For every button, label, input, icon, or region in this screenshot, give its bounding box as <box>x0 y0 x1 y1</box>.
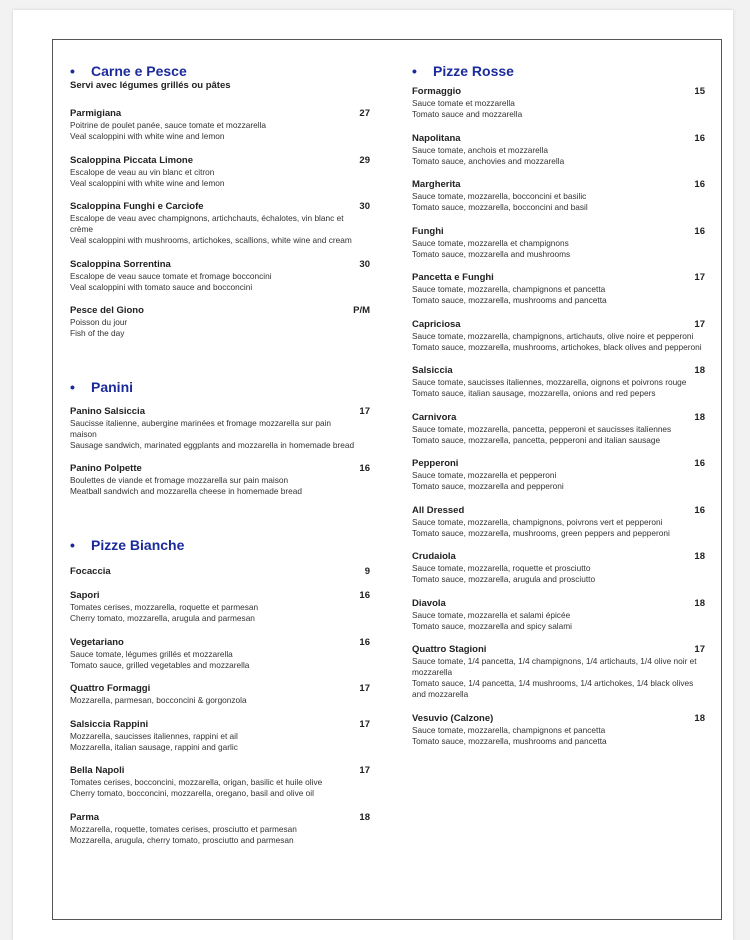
menu-item-description: Veal scaloppini with mushrooms, artichokes, scallions, white wine and cream <box>70 235 352 245</box>
menu-item-description: Mozzarella, italian sausage, rappini and garlic <box>70 741 238 752</box>
menu-item-description: Sauce tomate et mozzarella <box>412 98 515 108</box>
bullet-icon: • <box>70 536 75 553</box>
menu-item <box>70 305 370 339</box>
menu-item-price: 16 <box>694 458 705 469</box>
section-title-text: Pizze Bianche <box>91 536 185 553</box>
menu-item-price: 9 <box>364 565 370 577</box>
menu-item-header <box>412 226 705 238</box>
menu-item-description: Tomato sauce, mozzarella, pancetta, pepperoni and italian sausage <box>412 434 661 445</box>
section-carne-e-pesce <box>70 62 370 339</box>
menu-item-name: Panino Salsiccia <box>70 405 145 417</box>
menu-item-price: 15 <box>694 86 705 97</box>
menu-item-description: Mozzarella, saucisses italiennes, rappini et ail <box>70 730 238 741</box>
menu-item-description: Sauce tomate, mozzarella et salami épicée <box>412 609 571 620</box>
menu-item-name: Pepperoni <box>412 458 459 469</box>
menu-item-name: Parmigiana <box>70 108 122 119</box>
menu-item <box>412 133 705 167</box>
menu-item-price: 18 <box>359 811 370 823</box>
menu-item-description: Tomato sauce, mozzarella, mushrooms, green peppers and pepperoni <box>412 527 670 538</box>
section-subtitle: Servi avec légumes grillés ou pâtes <box>70 80 231 91</box>
menu-item-header <box>70 463 370 475</box>
menu-item-description: Mozzarella, roquette, tomates cerises, prosciutto et parmesan <box>70 823 297 834</box>
menu-item <box>412 86 705 120</box>
menu-item <box>412 412 705 446</box>
menu-item-name: Diavola <box>412 597 446 609</box>
menu-item-name: Pesce del Giono <box>70 305 144 316</box>
menu-item-description: Sauce tomate, mozzarella, roquette et prosciutto <box>412 563 591 573</box>
menu-item-price: 18 <box>694 551 705 562</box>
menu-item-description: Sauce tomate, mozzarella et champignons <box>412 237 569 248</box>
menu-item <box>70 590 370 624</box>
menu-item <box>70 155 370 189</box>
menu-item-name: All Dressed <box>412 504 465 516</box>
menu-item-name: Carnivora <box>412 411 457 423</box>
menu-item-description: Tomates cerises, bocconcini, mozzarella, origan, basilic et huile olive <box>70 777 323 787</box>
menu-item-name: Napolitana <box>412 132 461 144</box>
menu-item-name: Salsiccia <box>412 365 453 376</box>
menu-item-price: 18 <box>694 365 705 376</box>
menu-item-price: 17 <box>359 405 370 417</box>
bullet-icon: • <box>70 63 75 79</box>
menu-item-header <box>70 812 370 824</box>
menu-item <box>412 458 705 492</box>
section-pizze-bianche <box>70 536 370 846</box>
menu-item <box>70 463 370 497</box>
menu-item-name: Focaccia <box>70 565 111 577</box>
menu-item-description: Tomato sauce, mozzarella and pepperoni <box>412 481 564 491</box>
menu-item-description: Sauce tomate, légumes grillés et mozzarella <box>70 648 233 659</box>
menu-item-name: Vesuvio (Calzone) <box>412 712 494 724</box>
menu-item-price: 16 <box>694 504 705 516</box>
menu-item-description: Tomato sauce, grilled vegetables and mozzarella <box>70 659 250 670</box>
menu-item-description: Mozzarella, parmesan, bocconcini & gorgonzola <box>70 695 247 705</box>
menu-item-name: Parma <box>70 811 100 823</box>
menu-item-price: 16 <box>694 179 705 190</box>
menu-item-name: Sapori <box>70 590 100 601</box>
menu-item-description: Sauce tomate, mozzarella, bocconcini et basilic <box>412 191 587 201</box>
menu-item-description: Poisson du jour <box>70 317 128 327</box>
menu-item <box>70 108 370 142</box>
menu-item-header <box>70 108 370 120</box>
menu-item-description: Sausage sandwich, marinated eggplants and mozzarella in homemade bread <box>70 439 355 450</box>
menu-item-description: Sauce tomate, anchois et mozzarella <box>412 144 549 155</box>
menu-item <box>412 644 705 700</box>
menu-item-name: Scaloppina Piccata Limone <box>70 154 194 166</box>
menu-item-header <box>70 765 370 777</box>
menu-item-header <box>412 598 705 610</box>
menu-item-price: 16 <box>359 590 370 601</box>
menu-item-header <box>70 406 370 418</box>
menu-item-description: Sauce tomate, mozzarella, champignons, artichauts, olive noire et pepperoni <box>412 330 694 341</box>
section-title-text: Carne e Pesce <box>91 63 187 79</box>
menu-item <box>412 551 705 585</box>
menu-page <box>13 10 733 940</box>
menu-item-description: Escalope de veau avec champignons, artichchauts, échalotes, vin blanc et crème <box>70 213 344 234</box>
section-title-text: Pizze Rosse <box>433 63 514 79</box>
menu-item-description: Tomato sauce, mozzarella, bocconcini and basil <box>412 202 588 212</box>
menu-item <box>70 259 370 293</box>
menu-item-price: 17 <box>694 318 705 330</box>
menu-item-description: Tomato sauce, italian sausage, mozzarella, onions and red pepers <box>412 388 656 398</box>
menu-item <box>412 713 705 747</box>
section-panini <box>70 378 370 498</box>
menu-item-price: 18 <box>694 712 705 724</box>
menu-item-header <box>412 319 705 331</box>
menu-item-header <box>70 201 370 213</box>
menu-item-name: Bella Napoli <box>70 765 125 776</box>
menu-item-description: Sauce tomate, mozzarella, champignons, poivrons vert et pepperoni <box>412 516 663 527</box>
menu-item-description: Sauce tomate, mozzarella, champignons et pancetta <box>412 284 606 294</box>
menu-item-description: Sauce tomate, mozzarella, champignons et pancetta <box>412 724 606 735</box>
menu-item-name: Salsiccia Rappini <box>70 718 149 730</box>
menu-frame <box>52 39 722 920</box>
menu-item-description: Tomato sauce, mozzarella, arugula and prosciutto <box>412 574 596 584</box>
menu-item-description: Tomato sauce, anchovies and mozzarella <box>412 155 565 166</box>
menu-item-description: Tomato sauce, mozzarella and mushrooms <box>412 248 571 259</box>
menu-item <box>70 719 370 753</box>
menu-item-name: Crudaiola <box>412 551 456 562</box>
menu-item-description: Veal scaloppini with tomato sauce and bocconcini <box>70 281 253 292</box>
section-title <box>70 378 370 396</box>
menu-item-price: 17 <box>359 718 370 730</box>
menu-item-header <box>412 179 705 191</box>
menu-item-description: Poitrine de poulet panée, sauce tomate et mozzarella <box>70 120 267 130</box>
menu-item-description: Sauce tomate, saucisses italiennes, mozzarella, oignons et poivrons rouge <box>412 377 687 387</box>
menu-item <box>412 226 705 260</box>
right-column <box>412 62 705 759</box>
menu-item-description: Tomato sauce, mozzarella, mushrooms and pancetta <box>412 735 607 746</box>
menu-item-description: Escalope de veau sauce tomate et fromage bocconcini <box>70 270 272 281</box>
menu-item-description: Meatball sandwich and mozzarella cheese in homemade bread <box>70 486 302 496</box>
menu-item-description: Mozzarella, arugula, cherry tomato, prosciutto and parmesan <box>70 834 294 845</box>
menu-item-price: 18 <box>694 597 705 609</box>
menu-item-description: Escalope de veau au vin blanc et citron <box>70 166 215 177</box>
menu-item-description: Sauce tomate, 1/4 pancetta, 1/4 champignons, 1/4 artichauts, 1/4 olive noir et mozzarella <box>412 656 697 677</box>
menu-item-name: Vegetariano <box>70 636 124 648</box>
bullet-icon: • <box>412 63 417 79</box>
bullet-icon: • <box>70 378 75 395</box>
menu-item-header <box>70 259 370 271</box>
menu-item-price: 17 <box>359 765 370 776</box>
menu-item-header <box>412 412 705 424</box>
menu-item-header <box>412 551 705 563</box>
menu-item-header <box>70 637 370 649</box>
menu-item-price: 17 <box>694 644 705 655</box>
menu-item <box>70 765 370 799</box>
menu-item <box>412 365 705 399</box>
section-title <box>70 62 370 80</box>
menu-item <box>412 505 705 539</box>
menu-item-price: 30 <box>359 201 370 212</box>
menu-item-name: Pancetta e Funghi <box>412 272 494 283</box>
menu-item <box>70 566 370 578</box>
section-title <box>412 62 705 80</box>
menu-item-description: Tomates cerises, mozzarella, roquette et parmesan <box>70 602 259 612</box>
menu-item-header <box>70 305 370 317</box>
section-title <box>70 536 370 554</box>
menu-item-name: Quattro Stagioni <box>412 644 487 655</box>
menu-item-price: 18 <box>694 411 705 423</box>
menu-item-description: Tomato sauce, mozzarella, mushrooms, artichokes, black olives and pepperoni <box>412 341 702 352</box>
menu-item-price: 17 <box>694 272 705 283</box>
menu-item-header <box>412 133 705 145</box>
menu-item-header <box>412 713 705 725</box>
menu-item-description: Cherry tomato, mozzarella, arugula and parmesan <box>70 613 255 623</box>
menu-item-description: Veal scaloppini with white wine and lemon <box>70 131 225 141</box>
menu-item <box>70 406 370 451</box>
menu-item-price: 17 <box>359 683 370 694</box>
menu-item <box>412 319 705 353</box>
menu-item-price: 16 <box>694 225 705 237</box>
menu-item-price: 27 <box>359 108 370 119</box>
menu-item-header <box>412 365 705 377</box>
menu-item-price: P/M <box>353 305 370 316</box>
menu-item <box>70 683 370 706</box>
menu-item-description: Tomato sauce, 1/4 pancetta, 1/4 mushrooms, 1/4 artichokes, 1/4 black olives and mozzarella <box>412 678 694 699</box>
menu-item-name: Panino Polpette <box>70 463 142 474</box>
menu-item-price: 16 <box>359 463 370 474</box>
menu-item-name: Margherita <box>412 179 461 190</box>
menu-item <box>70 812 370 846</box>
menu-item-header <box>412 458 705 470</box>
menu-item-name: Scaloppina Sorrentina <box>70 258 171 270</box>
menu-item-description: Tomato sauce and mozzarella <box>412 109 523 119</box>
menu-item <box>70 637 370 671</box>
menu-item-description: Veal scaloppini with white wine and lemon <box>70 177 225 188</box>
menu-item-header <box>70 719 370 731</box>
menu-item-header <box>70 155 370 167</box>
menu-item-description: Tomato sauce, mozzarella and spicy salami <box>412 620 573 631</box>
menu-item-description: Saucisse italienne, aubergine marinées et fromage mozzarella sur pain maison <box>70 417 332 439</box>
menu-item-price: 16 <box>359 636 370 648</box>
menu-item-header <box>412 505 705 517</box>
menu-item-header <box>412 272 705 284</box>
menu-item-price: 29 <box>359 154 370 166</box>
menu-item <box>412 179 705 213</box>
section-pizze-rosse <box>412 62 705 747</box>
menu-item-description: Sauce tomate, mozzarella et pepperoni <box>412 470 557 480</box>
menu-item <box>412 272 705 306</box>
menu-item <box>70 201 370 246</box>
menu-item-name: Capriciosa <box>412 318 461 330</box>
menu-item-name: Formaggio <box>412 86 462 97</box>
menu-item-name: Scaloppina Funghi e Carciofe <box>70 201 204 212</box>
section-title-text: Panini <box>91 378 134 395</box>
menu-item-price: 30 <box>359 258 370 270</box>
menu-item <box>412 598 705 632</box>
left-column <box>70 62 370 858</box>
menu-item-header <box>70 683 370 695</box>
menu-item-description: Boulettes de viande et fromage mozzarella sur pain maison <box>70 475 289 485</box>
menu-item-header <box>412 86 705 98</box>
menu-item-header <box>70 590 370 602</box>
menu-item-name: Funghi <box>412 225 444 237</box>
menu-item-description: Fish of the day <box>70 328 125 338</box>
menu-item-description: Cherry tomato, bocconcini, mozzarella, oregano, basil and olive oil <box>70 788 314 798</box>
menu-item-description: Tomato sauce, mozzarella, mushrooms and pancetta <box>412 295 607 305</box>
menu-item-price: 16 <box>694 132 705 144</box>
menu-item-header <box>412 644 705 656</box>
menu-item-name: Quattro Formaggi <box>70 683 151 694</box>
menu-item-description: Sauce tomate, mozzarella, pancetta, pepperoni et saucisses italiennes <box>412 423 672 434</box>
menu-item-header <box>70 566 370 578</box>
